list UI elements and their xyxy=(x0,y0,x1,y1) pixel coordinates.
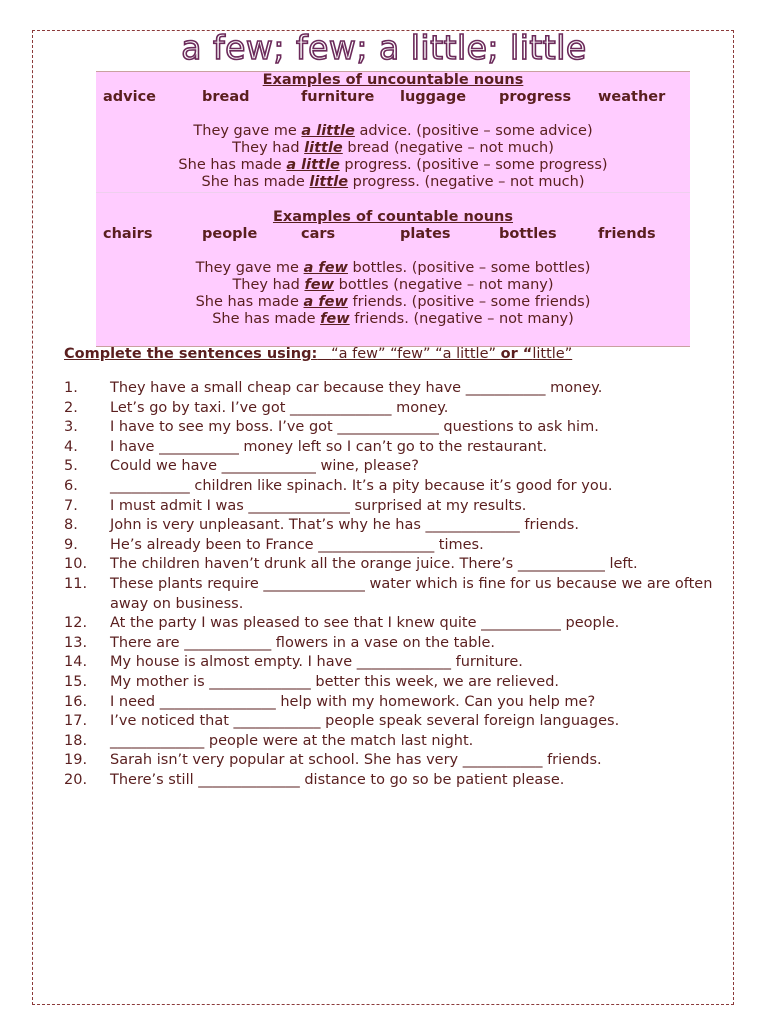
exercise-item xyxy=(64,751,724,771)
countable-word: friends xyxy=(598,226,656,242)
key-phrase: a few xyxy=(303,260,348,276)
exercise-item xyxy=(64,497,724,517)
uncountable-example: She has made little progress. (negative – not much) xyxy=(201,174,585,190)
exercise-text: Could we have _____________ wine, please? xyxy=(110,458,419,475)
exercise-item xyxy=(64,653,724,673)
exercise-item xyxy=(64,634,724,654)
exercise-text: I’ve noticed that ____________ people speak several foreign languages. xyxy=(110,713,620,730)
exercise-number: 3. xyxy=(64,419,78,436)
exercise-number: 19. xyxy=(64,752,88,769)
countable-word: bottles xyxy=(499,226,557,242)
exercise-number: 12. xyxy=(64,615,88,632)
exercise-item xyxy=(64,399,724,419)
exercise-number: 2. xyxy=(64,399,78,416)
exercise-text: These plants require ______________ water which is fine for us because we are often away on business. xyxy=(110,575,713,612)
exercise-number: 9. xyxy=(64,536,78,553)
exercise-text: I have to see my boss. I’ve got ______________ questions to ask him. xyxy=(110,419,599,436)
worksheet-title: a few; few; a little; little xyxy=(181,28,587,67)
uncountable-word: progress xyxy=(499,89,572,105)
exercise-number: 10. xyxy=(64,556,88,573)
exercise-item xyxy=(64,575,724,614)
exercise-number: 5. xyxy=(64,458,78,475)
exercise-number: 13. xyxy=(64,634,88,651)
uncountable-heading: Examples of uncountable nouns xyxy=(262,72,524,88)
uncountable-word: bread xyxy=(202,89,250,105)
exercise-number: 18. xyxy=(64,732,88,749)
exercise-number: 11. xyxy=(64,575,88,592)
key-phrase: little xyxy=(304,140,343,156)
instruction-last: little” xyxy=(532,346,573,362)
exercise-text: Sarah isn’t very popular at school. She has very ___________ friends. xyxy=(110,752,602,769)
exercise-list xyxy=(64,379,724,790)
exercise-number: 4. xyxy=(64,438,78,455)
exercise-item xyxy=(64,536,724,556)
exercise-number: 15. xyxy=(64,673,88,690)
countable-example: They had few bottles (negative – not many) xyxy=(232,277,554,293)
exercise-item xyxy=(64,457,724,477)
key-phrase: a few xyxy=(303,294,348,310)
countable-word: cars xyxy=(301,226,336,242)
exercise-text: ___________ children like spinach. It’s a pity because it’s good for you. xyxy=(110,477,613,494)
uncountable-example: They had little bread (negative – not much) xyxy=(232,140,554,156)
exercise-item xyxy=(64,732,724,752)
key-phrase: little xyxy=(309,174,349,190)
key-phrase: a little xyxy=(301,123,355,139)
countable-word-row xyxy=(96,226,690,244)
uncountable-example: They gave me a little advice. (positive – some advice) xyxy=(193,123,593,139)
exercise-text: My mother is ______________ better this week, we are relieved. xyxy=(110,673,560,690)
exercise-text: John is very unpleasant. That’s why he has _____________ friends. xyxy=(110,517,579,534)
exercise-text: They have a small cheap car because they have ___________ money. xyxy=(110,380,603,396)
exercise-item xyxy=(64,693,724,713)
exercise-item xyxy=(64,379,724,399)
exercise-number: 16. xyxy=(64,693,88,710)
exercise-text: There are ____________ flowers in a vase on the table. xyxy=(110,634,496,651)
uncountable-example: She has made a little progress. (positive – some progress) xyxy=(178,157,608,173)
countable-word: people xyxy=(202,226,258,242)
exercise-item xyxy=(64,418,724,438)
exercise-item xyxy=(64,712,724,732)
exercise-text: I have ___________ money left so I can’t go to the restaurant. xyxy=(110,438,548,455)
exercise-number: 7. xyxy=(64,497,78,514)
exercise-item xyxy=(64,555,724,575)
countable-word: chairs xyxy=(103,226,153,242)
uncountable-word: furniture xyxy=(301,89,375,105)
countable-examples-box xyxy=(96,192,690,347)
exercise-text: I must admit I was ______________ surprised at my results. xyxy=(110,497,527,514)
key-phrase: few xyxy=(304,277,335,293)
exercise-number: 17. xyxy=(64,713,88,730)
uncountable-word-row xyxy=(96,89,690,107)
uncountable-word: advice xyxy=(103,89,157,105)
exercise-number: 1. xyxy=(64,380,78,396)
exercise-text: I need ________________ help with my homework. Can you help me? xyxy=(110,693,596,710)
exercise-number: 6. xyxy=(64,477,78,494)
exercise-item xyxy=(64,771,724,791)
instruction xyxy=(64,345,572,363)
uncountable-word: luggage xyxy=(400,89,467,105)
uncountable-examples-box xyxy=(96,71,690,192)
exercise-text: At the party I was pleased to see that I knew quite ___________ people. xyxy=(110,615,620,632)
instruction-options: “a few” “few” “a little” xyxy=(331,346,497,362)
countable-word: plates xyxy=(400,226,451,242)
exercise-number: 14. xyxy=(64,654,88,671)
instruction-lead: Complete the sentences using: xyxy=(64,346,318,362)
exercise-text: _____________ people were at the match last night. xyxy=(110,732,474,749)
exercise-text: My house is almost empty. I have _____________ furniture. xyxy=(110,654,523,671)
exercise-item xyxy=(64,614,724,634)
countable-heading: Examples of countable nouns xyxy=(272,209,514,225)
countable-example: They gave me a few bottles. (positive – some bottles) xyxy=(195,260,591,276)
instruction-or: or “ xyxy=(500,346,533,362)
countable-example: She has made few friends. (negative – not many) xyxy=(212,311,574,327)
exercise-text: Let’s go by taxi. I’ve got ______________ money. xyxy=(110,399,449,416)
exercise-text: He’s already been to France ________________ times. xyxy=(110,536,484,553)
exercise-item xyxy=(64,438,724,458)
countable-example: She has made a few friends. (positive – some friends) xyxy=(195,294,591,310)
exercise-item xyxy=(64,673,724,693)
key-phrase: a little xyxy=(286,157,340,173)
exercise-item xyxy=(64,516,724,536)
exercise-text: The children haven’t drunk all the orange juice. There’s ____________ left. xyxy=(110,556,638,573)
exercise-number: 8. xyxy=(64,517,78,534)
exercise-item xyxy=(64,477,724,497)
key-phrase: few xyxy=(320,311,350,327)
exercise-text: There’s still ______________ distance to go so be patient please. xyxy=(110,771,565,788)
exercise-number: 20. xyxy=(64,771,88,788)
uncountable-word: weather xyxy=(598,89,666,105)
